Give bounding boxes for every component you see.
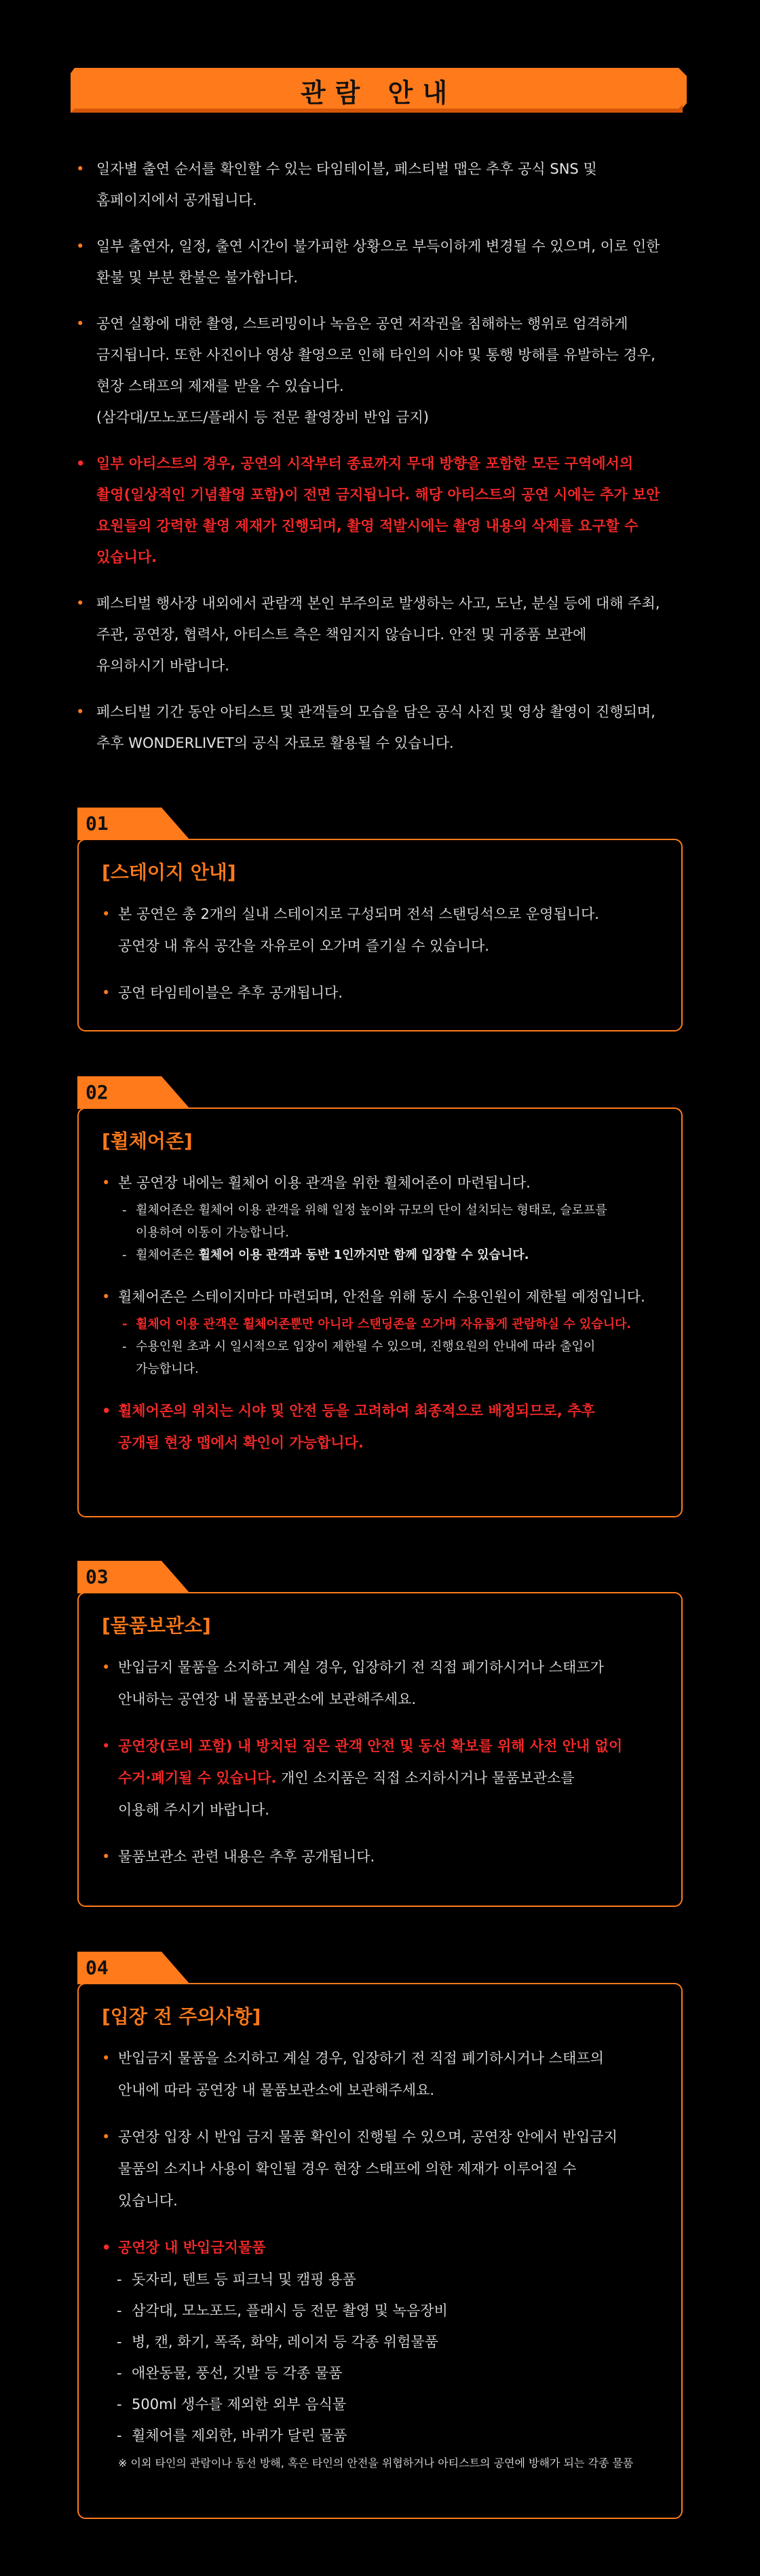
prohibited-item: - 500ml 생수를 제외한 외부 음식물 <box>117 2396 347 2412</box>
section-tab-04 <box>77 1952 190 1987</box>
list-item-warning: • 공연장(로비 포함) 내 방치된 짐은 관객 안전 및 동선 확보를 위해 사전 안내 없이 수거·폐기될 수 있습니다. 개인 소지품은 직접 소지하시거나 물품보관소를 이용해 주시기 바랍니다. <box>102 1738 623 1818</box>
list-item: • 반입금지 물품을 소지하고 계실 경우, 입장하기 전 직접 폐기하시거나 스태프가 안내하는 공연장 내 물품보관소에 보관해주세요. <box>102 1659 604 1707</box>
section-box-wheelchair <box>77 1107 683 1517</box>
list-item-warning: • 일부 아티스트의 경우, 공연의 시작부터 종료까지 무대 방향을 포함한 모든 구역에서의 촬영(일상적인 기념촬영 포함)이 전면 금지됩니다. 해당 아티스트의 공연 시에는 추가 보안 요원들의 강력한 촬영 제재가 진행되며, 촬영 적발시에는 촬영 내용의 삭제를 요구할 수 있습니다. <box>76 455 660 565</box>
section-tab-02 <box>77 1076 190 1112</box>
sub-item: - 수용인원 초과 시 일시적으로 입장이 제한될 수 있으며, 진행요원의 안내에 따라 출입이 가능합니다. <box>122 1340 596 1376</box>
general-notice-list <box>76 153 700 774</box>
prohibited-item: - 휠체어를 제외한, 바퀴가 달린 물품 <box>117 2427 347 2444</box>
list-item: • 휠체어존은 스테이지마다 마련되며, 안전을 위해 동시 수용인원이 제한될 예정입니다. <box>102 1289 645 1305</box>
section-number: 01 <box>86 812 109 835</box>
section-title: [휠체어존] <box>102 1130 193 1152</box>
prohibited-item: - 병, 캔, 화기, 폭죽, 화약, 레이저 등 각종 위험물품 <box>117 2334 438 2350</box>
section-box-stage <box>77 839 683 1031</box>
sub-item: - 휠체어존은 휠체어 이용 관객을 위해 일정 높이와 규모의 단이 설치되는 형태로, 슬로프를 이용하여 이동이 가능합니다. <box>122 1203 607 1240</box>
list-item: • 반입금지 물품을 소지하고 계실 경우, 입장하기 전 직접 폐기하시거나 스태프의 안내에 따라 공연장 내 물품보관소에 보관해주세요. <box>102 2050 604 2098</box>
list-item: • 공연장 입장 시 반입 금지 물품 확인이 진행될 수 있으며, 공연장 안에서 반입금지 물품의 소지나 사용이 확인될 경우 현장 스태프에 의한 제재가 이루어질 수 있습니다. <box>102 2129 618 2209</box>
section-number: 03 <box>86 1566 109 1588</box>
section-title: [스테이지 안내] <box>102 861 236 884</box>
section-box-storage <box>77 1592 683 1907</box>
section-tab-03 <box>77 1561 190 1596</box>
section-tab-01 <box>77 808 190 843</box>
section-number: 02 <box>86 1081 109 1103</box>
sub-item-warning: - 휠체어 이용 관객은 휠체어존뿐만 아니라 스탠딩존을 오가며 자유롭게 관람하실 수 있습니다. <box>122 1317 632 1331</box>
prohibited-items-heading: • 공연장 내 반입금지물품 <box>102 2239 266 2256</box>
list-item-warning: • 휠체어존의 위치는 시야 및 안전 등을 고려하여 최종적으로 배정되므로, 추후 공개될 현장 맵에서 확인이 가능합니다. <box>102 1403 595 1451</box>
list-item: • 본 공연은 총 2개의 실내 스테이지로 구성되며 전석 스탠딩석으로 운영됩니다. 공연장 내 휴식 공간을 자유로이 오가며 즐기실 수 있습니다. <box>102 906 599 954</box>
page-title: 관람 안내 <box>300 77 457 108</box>
list-item: • 일부 출연자, 일정, 출연 시간이 불가피한 상황으로 부득이하게 변경될 수 있으며, 이로 인한 환불 및 부분 환불은 불가합니다. <box>76 238 660 286</box>
list-item: • 공연 실황에 대한 촬영, 스트리밍이나 녹음은 공연 저작권을 침해하는 행위로 엄격하게 금지됩니다. 또한 사진이나 영상 촬영으로 인해 타인의 시야 및 통행 방해를 유발하는 경우, 현장 스태프의 제재를 받을 수 있습니다. (삼각대/모노포드/플래시 등 전문 촬영장비 반입 금지) <box>76 316 656 425</box>
list-item: • 일자별 출연 순서를 확인할 수 있는 타임테이블, 페스티벌 맵은 추후 공식 SNS 및 홈페이지에서 공개됩니다. <box>76 161 597 208</box>
list-item: • 공연 타임테이블은 추후 공개됩니다. <box>102 985 343 1001</box>
list-item: • 물품보관소 관련 내용은 추후 공개됩니다. <box>102 1849 375 1865</box>
list-item: • 본 공연장 내에는 휠체어 이용 관객을 위한 휠체어존이 마련됩니다. <box>102 1175 531 1191</box>
section-title: [입장 전 주의사항] <box>102 2005 261 2028</box>
prohibited-item: - 애완동물, 풍선, 깃발 등 각종 물품 <box>117 2365 343 2381</box>
list-item: • 페스티벌 기간 동안 아티스트 및 관객들의 모습을 담은 공식 사진 및 영상 촬영이 진행되며, 추후 WONDERLIVET의 공식 자료로 활용될 수 있습니다. <box>76 704 656 751</box>
footnote: ※ 이외 타인의 관람이나 동선 방해, 혹은 타인의 안전을 위협하거나 아티스트의 공연에 방해가 되는 각종 물품 <box>118 2457 634 2469</box>
section-title: [물품보관소] <box>102 1614 211 1637</box>
list-item: • 페스티벌 행사장 내외에서 관람객 본인 부주의로 발생하는 사고, 도난, 분실 등에 대해 주최, 주관, 공연장, 협력사, 아티스트 측은 책임지지 않습니다. 안전 및 귀중품 보관에 유의하시기 바랍니다. <box>76 595 660 674</box>
header-banner <box>71 68 687 113</box>
sub-item: - 휠체어존은 휠체어 이용 관객과 동반 1인까지만 함께 입장할 수 있습니다. <box>122 1248 529 1262</box>
prohibited-item: - 삼각대, 모노포드, 플래시 등 전문 촬영 및 녹음장비 <box>117 2303 448 2319</box>
section-number: 04 <box>86 1956 109 1979</box>
section-box-entry-notice <box>77 1983 683 2519</box>
prohibited-item: - 돗자리, 텐트 등 피크닉 및 캠핑 용품 <box>117 2271 356 2288</box>
